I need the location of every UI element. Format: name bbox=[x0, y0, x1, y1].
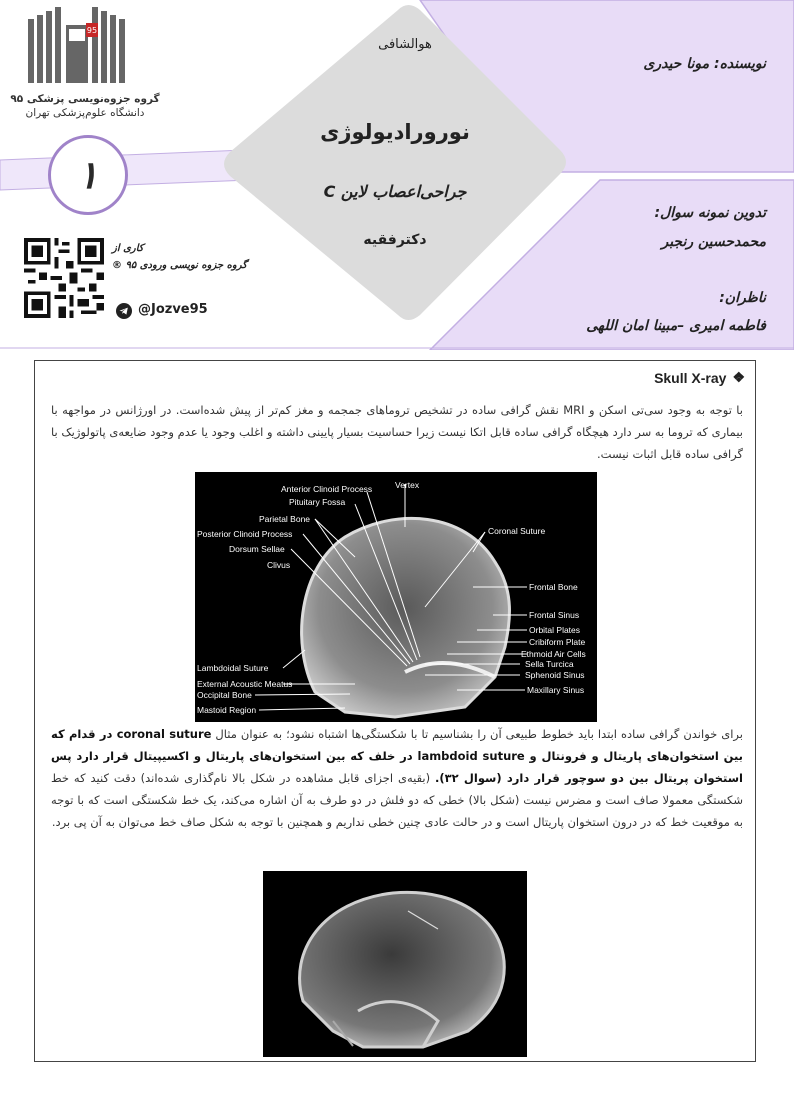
label-frontal-bone: Frontal Bone bbox=[529, 582, 578, 592]
university-logo bbox=[22, 5, 132, 87]
header bbox=[0, 0, 794, 350]
credit-text bbox=[112, 240, 262, 274]
logo-caption bbox=[10, 92, 160, 120]
label-ethmoid-air-cells: Ethmoid Air Cells bbox=[521, 649, 586, 659]
label-pituitary-fossa: Pituitary Fossa bbox=[289, 497, 346, 507]
course-name: جراحی‌اعصاب لاین C bbox=[323, 182, 467, 201]
label-external-acoustic: External Acoustic Meatus bbox=[197, 679, 293, 689]
booklet-number: ۱ bbox=[48, 135, 128, 215]
label-dorsum-sellae: Dorsum Sellae bbox=[229, 544, 285, 554]
label-clivus: Clivus bbox=[267, 560, 291, 570]
credit-line2: گروه جزوه نویسی ورودی ۹۵ ® bbox=[112, 260, 248, 271]
lecturer-name: دکترفقیه bbox=[363, 232, 427, 248]
paragraph-sutures-rest: (بقیه‌ی اجزای قابل مشاهده در شکل بالا نام‌گذاری شده‌اند) دقت کنید که خط شکستگی معمولا صاف است و مضرس نیست (شکل بالا) خطی که دو فلش در دو طرف به آن اشاره می‌کند، یک خط شکستگی است که با توجه به موقعیت خط که در درون استخوان پاریتال است و در حالت عادی چنین خطی نداریم و همچنین با توجه به شکل صاف خط می‌توان به آن پی برد. bbox=[51, 771, 743, 829]
compiler-name: محمدحسین رنجبر bbox=[661, 234, 766, 250]
label-orbital-plates: Orbital Plates bbox=[529, 625, 581, 635]
logo-caption-line1: گروه جزوه‌نویسی پزشکی ۹۵ bbox=[10, 93, 160, 105]
label-occipital-bone: Occipital Bone bbox=[197, 690, 252, 700]
diamond-bullet-icon: ❖ bbox=[732, 369, 745, 385]
telegram-handle[interactable]: @Jozve95 bbox=[138, 302, 208, 317]
paragraph-sutures bbox=[51, 723, 743, 833]
label-mastoid-region: Mastoid Region bbox=[197, 705, 257, 715]
label-frontal-sinus: Frontal Sinus bbox=[529, 610, 580, 620]
skull-xray-labeled bbox=[195, 472, 597, 722]
label-sphenoid-sinus: Sphenoid Sinus bbox=[525, 670, 585, 680]
label-vertex: Vertex bbox=[395, 480, 420, 490]
section-title: Skull X-ray bbox=[654, 369, 727, 386]
label-posterior-clinoid: Posterior Clinoid Process bbox=[197, 529, 293, 539]
paragraph-intro: با توجه به وجود سی‌تی اسکن و MRI نقش گرافی ساده در تشخیص تروماهای جمجمه و مغز کم‌تر از پیش شده‌است. در اورژانس در مواجهه با بیماری که تروما به سر دارد هیچگاه گرافی ساده قابل اتکا نیست زیرا حساسیت بسیار پایینی داشته و اغلب وجود یا عدم وجود ضایعه‌ی پاتولوژیک با گرافی ساده قابل اثبات نیست. bbox=[51, 403, 743, 461]
reviewer-label: ناظران: bbox=[719, 290, 766, 306]
paragraph-sutures-intro: برای خواندن گرافی ساده ابتدا باید خطوط طبیعی آن را بشناسیم تا با شکستگی‌ها اشتباه نشود؛ به عنوان مثال bbox=[211, 727, 743, 741]
qr-code bbox=[22, 238, 106, 318]
reviewer-names: فاطمه امیری –مبینا امان اللهی bbox=[586, 318, 766, 334]
svg-text:95: 95 bbox=[86, 26, 98, 35]
label-sella-turcica: Sella Turcica bbox=[525, 659, 574, 669]
paragraph-sutures-bold: coronal suture در قدام که بین استخوان‌های پاریتال و فرونتال و lambdoid suture در خلف که بین استخوان‌های پاریتال و اکسیپیتال قرار دارد پس استخوان پریتال بین دو سوچور قرار دارد (سوال ۳۲). bbox=[51, 727, 744, 785]
label-maxillary-sinus: Maxillary Sinus bbox=[527, 685, 585, 695]
skull-outline bbox=[302, 518, 510, 717]
section-heading bbox=[654, 369, 745, 386]
label-parietal-bone: Parietal Bone bbox=[259, 514, 311, 524]
label-lambdoidal-suture: Lambdoidal Suture bbox=[197, 663, 269, 673]
content-box bbox=[34, 360, 756, 1062]
page-title: نورورادیولوژی bbox=[320, 120, 470, 144]
label-anterior-clinoid: Anterior Clinoid Process bbox=[281, 484, 373, 494]
skull-xray-fracture bbox=[263, 871, 527, 1057]
skull-outline bbox=[300, 892, 505, 1047]
telegram-icon bbox=[116, 303, 132, 319]
logo-caption-line2: دانشگاه علوم‌پزشکی تهران bbox=[25, 107, 145, 119]
author: نویسنده: مونا حیدری bbox=[643, 56, 766, 72]
subject-heading: هوالشافی bbox=[378, 37, 432, 52]
credit-line1: کاری از bbox=[112, 243, 144, 254]
compiler-label: تدوین نمونه سوال: bbox=[654, 205, 766, 221]
label-coronal-suture: Coronal Suture bbox=[488, 526, 546, 536]
label-cribiform-plate: Cribiform Plate bbox=[529, 637, 586, 647]
